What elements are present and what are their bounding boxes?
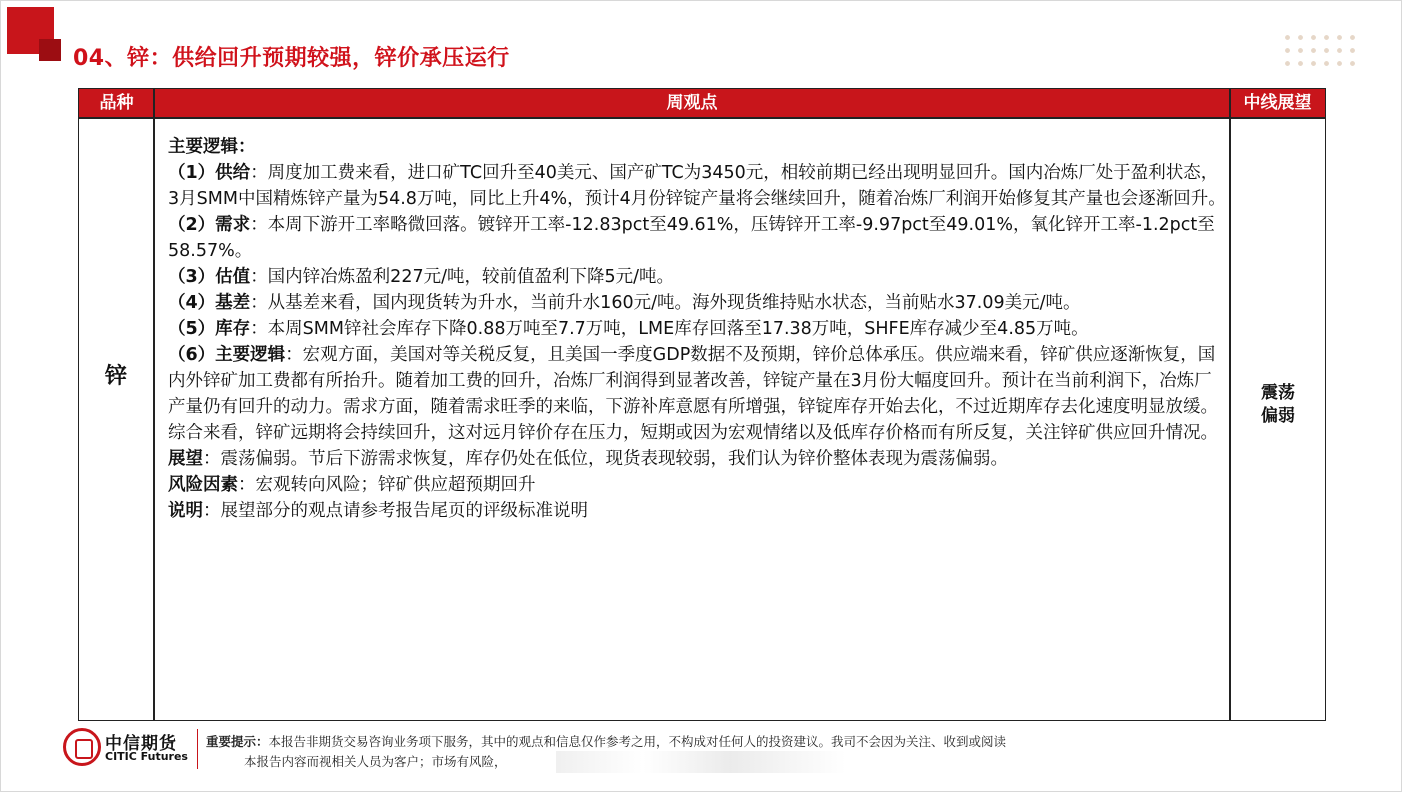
header-midterm-outlook: 中线展望: [1243, 93, 1312, 113]
page-title: 04、锌：供给回升预期较强，锌价承压运行: [73, 46, 510, 71]
paragraph-supply: （1）供给：周度加工费来看，进口矿TC回升至40美元、国产矿TC为3450元，相较前期已经出现明显回升。国内冶炼厂处于盈利状态，3月SMM中国精炼锌产量为54.8万吨，同比上升4%，预计4月份锌锭产量将会继续回升，随着冶炼厂利润开始修复其产量也会逐渐回升。: [168, 163, 1226, 209]
paragraph-demand: （2）需求：本周下游开工率略微回落。镀锌开工率-12.83pct至49.61%，压铸锌开工率-9.97pct至49.01%，氧化锌开工率-1.2pct至58.57%。: [168, 215, 1215, 261]
paragraph-note: 说明：展望部分的观点请参考报告尾页的评级标准说明: [168, 501, 588, 521]
blurred-overlay: [556, 751, 846, 773]
citic-logo-icon: [63, 728, 101, 766]
outlook-line-2: 偏弱: [1261, 406, 1295, 426]
paragraph-basis: （4）基差：从基差来看，国内现货转为升水，当前升水160元/吨。海外现货维持贴水状态，当前贴水37.09美元/吨。: [168, 293, 1081, 313]
paragraph-risk: 风险因素：宏观转向风险；锌矿供应超预期回升: [168, 475, 536, 495]
header-variety: 品种: [99, 93, 134, 113]
dot-grid-decoration: [1281, 31, 1361, 71]
outlook-line-1: 震荡: [1261, 383, 1295, 403]
weekly-view-content: [168, 134, 1226, 524]
table-header: [79, 89, 1325, 117]
midterm-outlook-cell: [1231, 382, 1325, 428]
paragraph-main-logic: （6）主要逻辑：宏观方面，美国对等关税反复，且美国一季度GDP数据不及预期，锌价总体承压。供应端来看，锌矿供应逐渐恢复，国内外锌矿加工费都有所抬升。随着加工费的回升，冶炼厂利润得到显著改善，锌锭产量在3月份大幅度回升。预计在当前利润下，冶炼厂产量仍有回升的动力。需求方面，随着需求旺季的来临，下游补库意愿有所增强，锌锭库存开始去化，不过近期库存去化速度明显放缓。综合来看，锌矿远期将会持续回升，这对远月锌价存在压力，短期或因为宏观情绪以及低库存价格而有所反复，关注锌矿供应回升情况。: [168, 345, 1218, 443]
corner-square-dark-decoration: [39, 39, 61, 61]
view-table: [78, 88, 1326, 721]
paragraph-outlook: 展望：震荡偏弱。节后下游需求恢复，库存仍处在低位，现货表现较弱，我们认为锌价整体表现为震荡偏弱。: [168, 449, 1008, 469]
footer-divider: [197, 729, 198, 769]
header-divider: [79, 117, 1325, 119]
main-logic-heading: 主要逻辑：: [168, 137, 256, 157]
header-weekly-view: 周观点: [666, 93, 718, 113]
paragraph-valuation: （3）估值：国内锌冶炼盈利227元/吨，较前值盈利下降5元/吨。: [168, 267, 675, 287]
disclaimer-line-1: 重要提示：本报告非期货交易咨询业务项下服务，其中的观点和信息仅作参考之用，不构成对任何人的投资建议。我司不会因为关注、收到或阅读: [206, 734, 1007, 749]
logo-english-name: CITIC Futures: [105, 750, 188, 763]
column-divider: [153, 89, 155, 720]
paragraph-inventory: （5）库存：本周SMM锌社会库存下降0.88万吨至7.7万吨，LME库存回落至17.38万吨，SHFE库存减少至4.85万吨。: [168, 319, 1089, 339]
disclaimer-line-2: 本报告内容而视相关人员为客户；市场有风险，: [244, 754, 507, 769]
citic-futures-logo: [63, 728, 193, 768]
logo-chinese-name: 中信期货: [105, 734, 177, 754]
variety-cell: 锌: [104, 364, 127, 389]
